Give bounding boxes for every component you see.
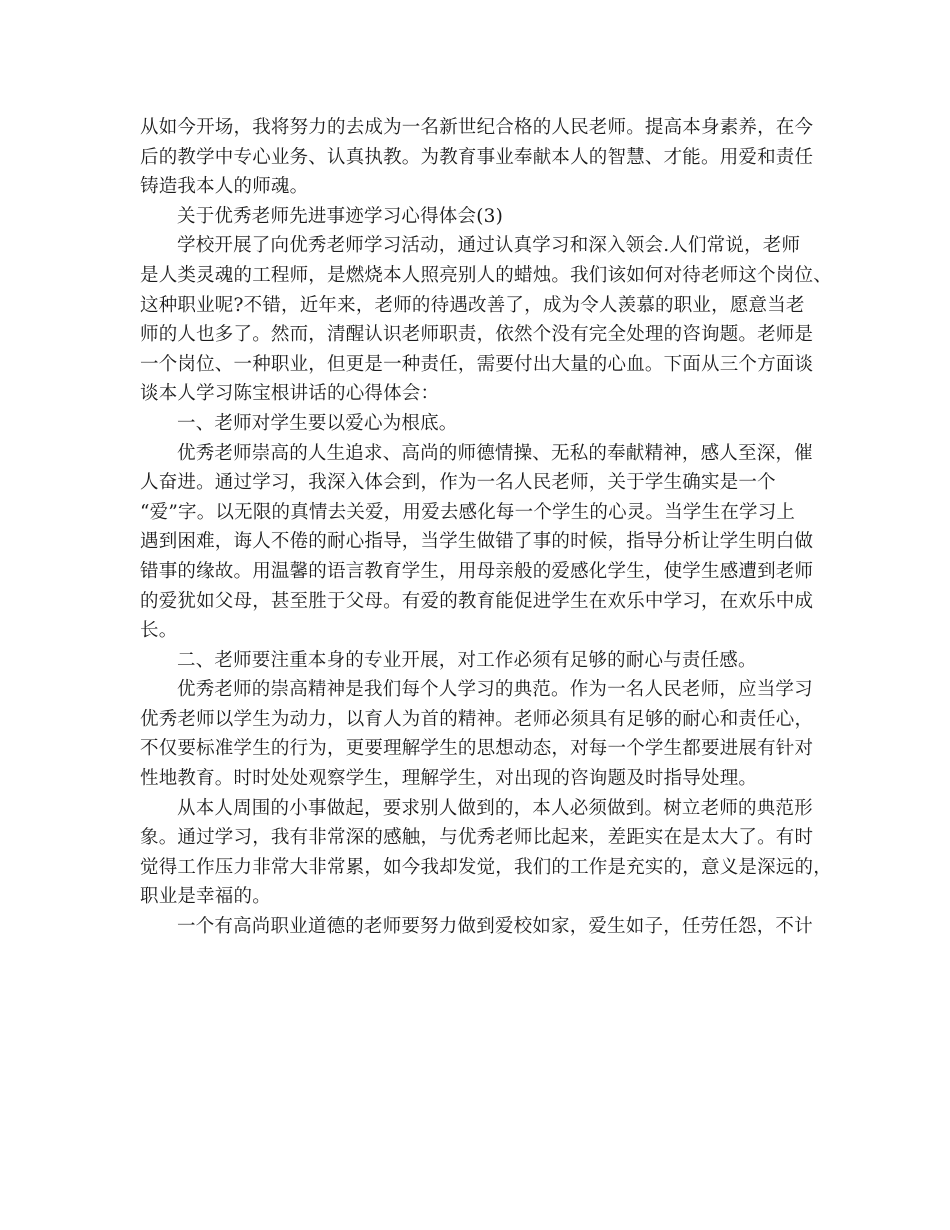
document-body — [140, 113, 832, 942]
text-line: 二、老师要注重本身的专业开展，对工作必须有足够的耐心与责任感。 — [177, 649, 757, 671]
text-line: 优秀老师以学生为动力，以育人为首的精神。老师必须具有足够的耐心和责任心， — [140, 708, 814, 730]
text-line: 的爱犹如父母，甚至胜于父母。有爱的教育能促进学生在欢乐中学习，在欢乐中成 — [140, 590, 814, 612]
text-line: 一个岗位、一种职业，但更是一种责任，需要付出大量的心血。下面从三个方面谈 — [140, 353, 814, 375]
text-line: 谈本人学习陈宝根讲话的心得体会： — [140, 383, 440, 405]
text-line: 优秀老师的崇高精神是我们每个人学习的典范。作为一名人民老师，应当学习 — [177, 679, 813, 701]
text-line: 师的人也多了。然而，清醒认识老师职责，依然个没有完全处理的咨询题。老师是 — [140, 324, 814, 346]
text-line: 一个有高尚职业道德的老师要努力做到爱校如家，爱生如子，任劳任怨，不计 — [177, 916, 813, 938]
text-line: 性地教育。时时处处观察学生，理解学生，对出现的咨询题及时指导处理。 — [140, 768, 758, 790]
text-line: 是人类灵魂的工程师，是燃烧本人照亮别人的蜡烛。我们该如何对待老师这个岗位、 — [140, 264, 832, 286]
text-line: 这种职业呢?不错，近年来，老师的待遇改善了，成为令人羡慕的职业，愿意当老 — [140, 294, 805, 316]
text-line: 学校开展了向优秀老师学习活动，通过认真学习和深入领会.人们常说，老师 — [177, 235, 801, 257]
text-line: 象。通过学习，我有非常深的感触，与优秀老师比起来，差距实在是太大了。有时 — [140, 827, 814, 849]
text-line: 关于优秀老师先进事迹学习心得体会(3) — [177, 205, 504, 227]
text-line: 职业是幸福的。 — [140, 886, 271, 908]
text-line: 人奋进。通过学习，我深入体会到，作为一名人民老师，关于学生确实是一个 — [140, 472, 776, 494]
text-line: 优秀老师崇高的人生追求、高尚的师德情操、无私的奉献精神，感人至深，催 — [177, 442, 813, 464]
text-line: 从如今开场，我将努力的去成为一名新世纪合格的人民老师。提高本身素养，在今 — [140, 117, 814, 138]
text-line: 错事的缘故。用温馨的语言教育学生，用母亲般的爱感化学生，使学生感遭到老师 — [140, 560, 814, 582]
text-line: 后的教学中专心业务、认真执教。为教育事业奉献本人的智慧、才能。用爱和责任 — [140, 146, 814, 168]
text-line: 铸造我本人的师魂。 — [140, 176, 309, 198]
text-line: 不仅要标准学生的行为，更要理解学生的思想动态，对每一个学生都要进展有针对 — [140, 738, 814, 760]
text-line: 一、老师对学生要以爱心为根底。 — [177, 412, 458, 434]
text-line: 长。 — [140, 620, 178, 642]
text-line: 从本人周围的小事做起，要求别人做到的，本人必须做到。树立老师的典范形 — [177, 797, 813, 819]
text-line: “爱”字。以无限的真情去关爱，用爱去感化每一个学生的心灵。当学生在学习上 — [140, 501, 796, 523]
text-line: 遇到困难，诲人不倦的耐心指导，当学生做错了事的时候，指导分析让学生明白做 — [140, 531, 814, 553]
text-line: 觉得工作压力非常大非常累，如今我却发觉，我们的工作是充实的，意义是深远的， — [140, 856, 832, 878]
